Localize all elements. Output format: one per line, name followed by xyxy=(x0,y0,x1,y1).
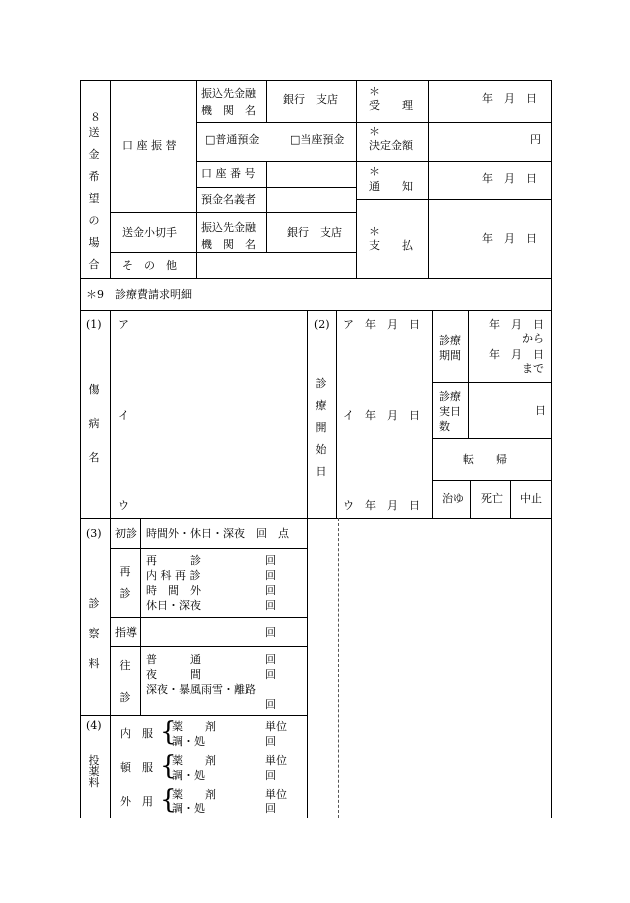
rule xyxy=(336,310,337,518)
other-label: そ の 他 xyxy=(122,259,177,272)
actual-days-label: 診療 実日 数 xyxy=(439,390,461,433)
guidance-label: 指導 xyxy=(115,626,137,639)
disease-a: ア xyxy=(118,318,129,331)
brace: { xyxy=(160,717,177,747)
rule xyxy=(510,480,511,518)
rule xyxy=(80,310,552,311)
disease-name-title: 傷 病 名 xyxy=(88,383,100,464)
pay-mark: ＊ xyxy=(369,225,380,238)
consultation-fee-title: 診 察 料 xyxy=(88,597,100,670)
start-date-a[interactable]: ア 年 月 日 xyxy=(343,318,420,331)
rule xyxy=(196,122,552,123)
notice-mark: ＊ xyxy=(369,165,380,178)
period-to[interactable]: 年 月 日 まで xyxy=(489,348,544,375)
rule xyxy=(196,161,356,162)
section3-label: (3) xyxy=(86,527,102,540)
times-unit: 回 xyxy=(265,698,276,711)
current-deposit-checkbox[interactable]: □当座預金 xyxy=(290,133,345,146)
yen-unit: 円 xyxy=(530,133,541,146)
revisit-line: 時 間 外 xyxy=(146,584,201,597)
start-date-title: 診 療 開 始 日 xyxy=(315,377,327,478)
rule xyxy=(110,548,307,549)
external-label: 外 用 xyxy=(120,795,153,808)
unit-label: 単位 xyxy=(265,788,287,801)
period-label: 診療 期間 xyxy=(439,334,461,362)
pay-label: 支 払 xyxy=(369,239,413,252)
receipt-mark: ＊ xyxy=(369,85,380,98)
rule xyxy=(80,80,81,818)
times-unit: 回 xyxy=(265,769,276,782)
times-unit: 回 xyxy=(265,802,276,815)
drug-label: 薬 剤 xyxy=(172,754,216,767)
rule xyxy=(432,310,433,518)
times-unit: 回 xyxy=(265,554,276,567)
times-unit: 回 xyxy=(265,569,276,582)
dashed-divider xyxy=(338,518,339,818)
section4-label: (4) xyxy=(86,719,102,732)
rule xyxy=(432,438,552,439)
bank-branch-2[interactable]: 銀行 支店 xyxy=(287,226,342,239)
remittance-check-label: 送金小切手 xyxy=(122,226,177,239)
rule xyxy=(356,80,357,278)
rule xyxy=(80,278,552,279)
receipt-label: 受 理 xyxy=(369,99,413,112)
outcome-death[interactable]: 死亡 xyxy=(481,492,503,505)
drug-label: 薬 剤 xyxy=(172,788,216,801)
rule xyxy=(307,310,308,818)
rule xyxy=(80,518,552,519)
decided-amount-label: 決定金額 xyxy=(369,139,413,152)
unit-label: 単位 xyxy=(265,720,287,733)
disease-i: イ xyxy=(118,409,129,422)
rule xyxy=(196,187,356,188)
days-unit: 日 xyxy=(535,404,546,417)
section9-label1: (1) xyxy=(86,318,102,331)
rule xyxy=(80,715,307,716)
revisit-line: 休日・深夜 xyxy=(146,599,201,612)
medication-fee-title: 投薬料 xyxy=(88,754,100,789)
house-call-line: 夜 間 xyxy=(146,668,201,681)
section8-title: 送 金 希 望 の 場 合 xyxy=(88,126,100,271)
outcome-cured[interactable]: 治ゆ xyxy=(442,492,464,505)
rule xyxy=(110,617,307,618)
times-unit: 回 xyxy=(265,735,276,748)
account-transfer-label: 口 座 振 替 xyxy=(122,139,177,152)
first-visit-label: 初診 xyxy=(115,527,137,540)
house-call-line: 深夜・暴風雨雪・離路 xyxy=(146,683,256,696)
drug-label: 薬 剤 xyxy=(172,720,216,733)
rule xyxy=(432,480,552,481)
rule xyxy=(356,199,552,200)
rule xyxy=(110,80,111,278)
as-needed-label: 頓 服 xyxy=(120,761,153,774)
account-number-label: 口 座 番 号 xyxy=(201,167,256,180)
outcome-stopped[interactable]: 中止 xyxy=(520,492,542,505)
bank-name-label: 振込先金融 機 関 名 xyxy=(201,87,256,117)
ordinary-deposit-checkbox[interactable]: □普通預金 xyxy=(205,133,260,146)
rule xyxy=(468,310,469,438)
section9-label2: (2) xyxy=(314,318,330,331)
start-date-u[interactable]: ウ 年 月 日 xyxy=(343,499,420,512)
times-unit: 回 xyxy=(265,668,276,681)
times-unit: 回 xyxy=(265,584,276,597)
rule xyxy=(428,80,429,278)
times-unit: 回 xyxy=(265,599,276,612)
brace: { xyxy=(160,751,177,781)
bank-branch[interactable]: 銀行 支店 xyxy=(283,93,338,106)
period-from[interactable]: 年 月 日 から xyxy=(489,318,544,345)
rule xyxy=(432,382,552,383)
brace: { xyxy=(160,785,177,815)
rule-top xyxy=(80,80,552,81)
decided-mark: ＊ xyxy=(369,125,380,138)
house-call-line: 普 通 xyxy=(146,653,201,666)
rule xyxy=(551,80,552,818)
first-visit-detail: 時間外・休日・深夜 回 点 xyxy=(146,527,289,540)
receipt-date[interactable]: 年 月 日 xyxy=(482,92,537,105)
rule xyxy=(266,161,267,212)
notice-date[interactable]: 年 月 日 xyxy=(482,172,537,185)
rule xyxy=(110,212,356,213)
notice-label: 通 知 xyxy=(369,180,413,193)
start-date-i[interactable]: イ 年 月 日 xyxy=(343,409,420,422)
rule xyxy=(470,480,471,518)
unit-label: 単位 xyxy=(265,754,287,767)
prep-label: 調・処 xyxy=(172,735,205,748)
rule xyxy=(266,80,267,122)
section9-title: ＊9 診療費請求明細 xyxy=(86,288,192,301)
prep-label: 調・処 xyxy=(172,769,205,782)
section8-number: ８ xyxy=(90,111,101,124)
prep-label: 調・処 xyxy=(172,802,205,815)
times-unit: 回 xyxy=(265,626,276,639)
rule xyxy=(196,80,197,278)
rule xyxy=(110,646,307,647)
rule xyxy=(266,212,267,252)
revisit-line: 再 診 xyxy=(146,554,201,567)
pay-date[interactable]: 年 月 日 xyxy=(482,232,537,245)
bank-name-label-2: 振込先金融 機 関 名 xyxy=(201,221,256,251)
house-call-title: 往 診 xyxy=(119,659,131,704)
rule xyxy=(110,310,111,818)
times-unit: 回 xyxy=(265,653,276,666)
account-holder-label: 預金名義者 xyxy=(201,193,256,206)
internal-medicine-label: 内 服 xyxy=(120,727,153,740)
revisit-title: 再 診 xyxy=(119,565,131,600)
revisit-line: 内 科 再 診 xyxy=(146,569,201,582)
outcome-label: 転 帰 xyxy=(463,453,507,466)
rule xyxy=(356,161,552,162)
disease-u: ウ xyxy=(118,499,129,512)
